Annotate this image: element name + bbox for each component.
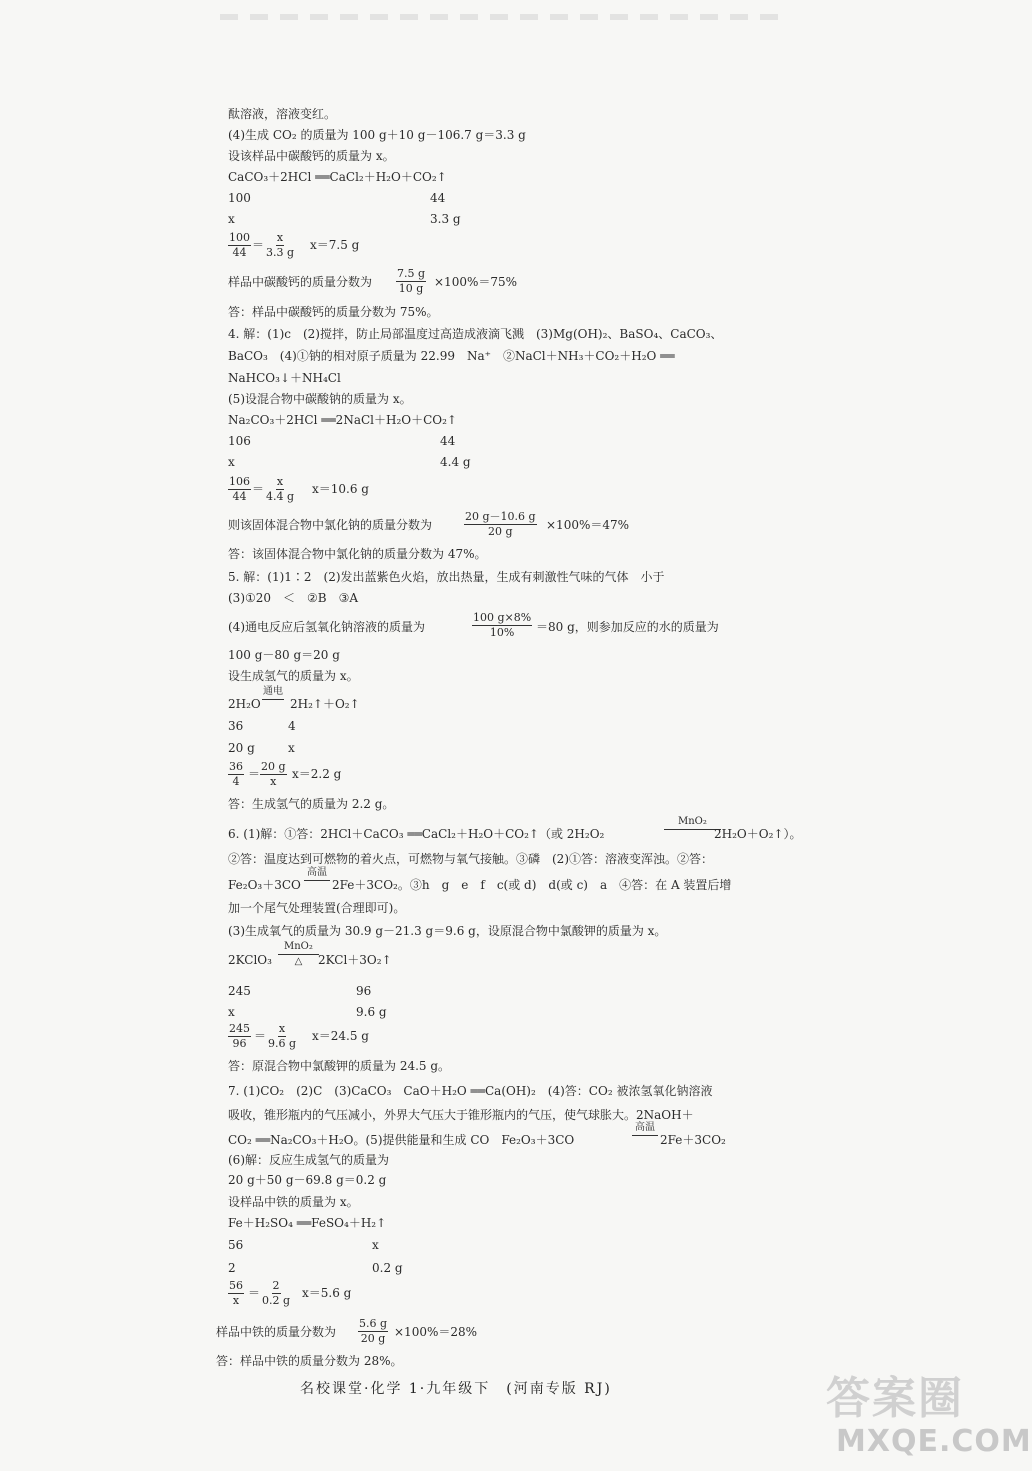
p5-ratio-1b: 4 <box>288 719 296 733</box>
p7-ratio-2b: 0.2 g <box>372 1261 403 1275</box>
p4-ratio-1a: 106 <box>228 434 251 448</box>
p7-line1: 7. (1)CO₂ (2)C (3)CaCO₃ CaO＋H₂O ══Ca(OH)₂ (4)答：CO₂ 被浓氢氧化钠溶液 <box>228 1084 713 1098</box>
watermark <box>826 1362 1032 1462</box>
p5-line4: 100 g－80 g＝20 g <box>228 648 340 662</box>
p7-ratio-2a: 2 <box>228 1261 236 1275</box>
p6-line1-a: 6. (1)解：①答：2HCl＋CaCO₃ ══CaCl₂＋H₂O＋CO₂↑（或 2H₂O₂ <box>228 827 605 841</box>
p3-fraction-left: 100 44 <box>229 231 250 259</box>
p3-equation: CaCO₃＋2HCl ══CaCl₂＋H₂O＋CO₂↑ <box>228 170 447 184</box>
page-footer: 名校课堂·化学 1·九年级下 (河南专版 RJ) <box>300 1381 612 1397</box>
p4-percent-result: ×100%＝47% <box>546 518 630 532</box>
p4-percent-label: 则该固体混合物中氯化钠的质量分数为 <box>228 518 433 532</box>
p7-answer: 答：样品中铁的质量分数为 28%。 <box>216 1354 403 1368</box>
p3-result: x＝7.5 g <box>310 238 360 252</box>
p5-line3-label: (4)通电反应后氢氧化钠溶液的质量为 <box>228 620 425 634</box>
p4-ratio-1b: 44 <box>440 434 456 448</box>
p3-percent-fraction: 7.5 g 10 g <box>397 267 426 295</box>
p4-fraction-right: x 4.4 g <box>266 475 295 503</box>
p7-ratio-1a: 56 <box>228 1238 244 1252</box>
p7-line4: (6)解：反应生成氢气的质量为 <box>228 1153 389 1167</box>
p7-ratio-1b: x <box>372 1238 379 1252</box>
equals-sign: ＝ <box>248 1286 261 1300</box>
watermark-url: MXQE.COM <box>836 1424 1032 1459</box>
p6-fraction-right: x 9.6 g <box>268 1022 297 1050</box>
p3-fraction-right: x 3.3 g <box>266 231 295 259</box>
p6-ratio-2b: 9.6 g <box>356 1005 387 1019</box>
p6-line2: ②答：温度达到可燃物的着火点，可燃物与氧气接触。③磷 (2)①答：溶液变浑浊。②答： <box>228 852 714 866</box>
p6-line4: 加一个尾气处理装置(合理即可)。 <box>228 901 406 915</box>
p4-fraction-left: 106 44 <box>229 475 250 503</box>
p5-result: x＝2.2 g <box>292 767 342 781</box>
p4-line4: (5)设混合物中碳酸钠的质量为 x。 <box>228 392 412 406</box>
p3-line2: (4)生成 CO₂ 的质量为 100 g＋10 g－106.7 g＝3.3 g <box>228 128 526 142</box>
p7-line2: 吸收，锥形瓶内的气压减小，外界大气压大于锥形瓶内的气压，使气球胀大。2NaOH＋ <box>228 1108 694 1122</box>
p3-ratio-1a: 100 <box>228 191 251 205</box>
p6-answer: 答：原混合物中氯酸钾的质量为 24.5 g。 <box>228 1059 451 1073</box>
p5-ratio-2a: 20 g <box>228 741 255 755</box>
p7-fraction-left: 56 x <box>229 1279 243 1307</box>
p7-line6: 设样品中铁的质量为 x。 <box>228 1195 359 1209</box>
p5-ratio-1a: 36 <box>228 719 244 733</box>
p5-line2: (3)①20 ＜ ②B ③A <box>228 591 359 605</box>
p7-line3-b: 2Fe＋3CO₂ <box>660 1133 726 1147</box>
p4-result: x＝10.6 g <box>312 482 369 496</box>
p7-line3-a: CO₂ ══Na₂CO₃＋H₂O。(5)提供能量和生成 CO Fe₂O₃＋3CO <box>228 1133 575 1147</box>
p6-line3-a: Fe₂O₃＋3CO <box>228 878 301 892</box>
p7-percent-fraction: 5.6 g 20 g <box>359 1317 388 1345</box>
p6-eq-left: 2KClO₃ <box>228 953 272 967</box>
p6-eq-condition: MnO₂ △ <box>278 941 319 968</box>
p6-eq-right: 2KCl＋3O₂↑ <box>318 953 392 967</box>
p5-fraction: 100 g×8% 10% <box>473 611 532 639</box>
watermark-cn: 答案圈 <box>826 1373 964 1424</box>
p6-fraction-left: 245 96 <box>229 1022 250 1050</box>
p4-ratio-2a: x <box>228 455 235 469</box>
p5-eq-left: 2H₂O <box>228 697 261 711</box>
p7-percent-result: ×100%＝28% <box>394 1325 478 1339</box>
p6-line5: (3)生成氧气的质量为 30.9 g－21.3 g＝9.6 g，设原混合物中氯酸钾的质量为 x。 <box>228 924 667 938</box>
p5-answer: 答：生成氢气的质量为 2.2 g。 <box>228 797 395 811</box>
p6-line1-b: 2H₂O＋O₂↑）。 <box>714 827 802 841</box>
p5-line5: 设生成氢气的质量为 x。 <box>228 669 359 683</box>
equals-sign: ＝ <box>252 482 265 496</box>
p4-equation: Na₂CO₃＋2HCl ══2NaCl＋H₂O＋CO₂↑ <box>228 413 457 427</box>
p3-ratio-2b: 3.3 g <box>430 212 461 226</box>
scan-header-strip <box>220 14 780 20</box>
p5-fraction-left: 36 4 <box>229 760 243 788</box>
p3-percent-result: ×100%＝75% <box>434 275 518 289</box>
p6-line3-condition: 高温 <box>304 867 330 882</box>
p7-line3-condition: 高温 <box>632 1122 658 1137</box>
p6-ratio-1a: 245 <box>228 984 251 998</box>
equals-sign: ＝ <box>248 767 261 781</box>
p3-ratio-1b: 44 <box>430 191 446 205</box>
p3-answer: 答：样品中碳酸钙的质量分数为 75%。 <box>228 305 439 319</box>
equals-sign: ＝ <box>252 238 265 252</box>
p5-ratio-2b: x <box>288 741 295 755</box>
p7-fraction-right: 2 0.2 g <box>262 1279 291 1307</box>
p5-line1: 5. 解：(1)1∶2 (2)发出蓝紫色火焰，放出热量，生成有刺激性气味的气体 小于 <box>228 570 665 584</box>
p5-line3-rest: ＝80 g，则参加反应的水的质量为 <box>536 620 719 634</box>
p3-line3: 设该样品中碳酸钙的质量为 x。 <box>228 149 395 163</box>
p7-equation: Fe＋H₂SO₄ ══FeSO₄＋H₂↑ <box>228 1216 387 1230</box>
equals-sign: ＝ <box>254 1029 267 1043</box>
p6-result: x＝24.5 g <box>312 1029 369 1043</box>
p5-eq-condition: 通电 <box>262 686 284 701</box>
p3-percent-label: 样品中碳酸钙的质量分数为 <box>228 275 373 289</box>
p4-percent-fraction: 20 g－10.6 g 20 g <box>465 510 536 538</box>
p5-fraction-right: 20 g x <box>261 760 286 788</box>
p7-line5: 20 g＋50 g－69.8 g＝0.2 g <box>228 1173 387 1187</box>
p4-ratio-2b: 4.4 g <box>440 455 471 469</box>
p3-line1: 酞溶液，溶液变红。 <box>228 107 337 121</box>
p4-line2: BaCO₃ (4)①钠的相对原子质量为 22.99 Na⁺ ②NaCl＋NH₃＋CO₂＋H₂O ══ <box>228 349 675 363</box>
p6-ratio-1b: 96 <box>356 984 372 998</box>
p4-answer: 答：该固体混合物中氯化钠的质量分数为 47%。 <box>228 547 487 561</box>
p4-line1: 4. 解：(1)c (2)搅拌，防止局部温度过高造成液滴飞溅 (3)Mg(OH)₂、BaSO₄、CaCO₃、 <box>228 327 723 341</box>
p4-line3: NaHCO₃↓＋NH₄Cl <box>228 371 341 385</box>
p7-result: x＝5.6 g <box>302 1286 352 1300</box>
p6-line1-condition: MnO₂ <box>664 816 721 831</box>
p3-ratio-2a: x <box>228 212 235 226</box>
p5-eq-right: 2H₂↑＋O₂↑ <box>290 697 360 711</box>
p7-percent-label: 样品中铁的质量分数为 <box>216 1325 337 1339</box>
p6-line3-b: 2Fe＋3CO₂。③h g e f c(或 d) d(或 c) a ④答：在 A 装置后增 <box>332 878 732 892</box>
p6-ratio-2a: x <box>228 1005 235 1019</box>
